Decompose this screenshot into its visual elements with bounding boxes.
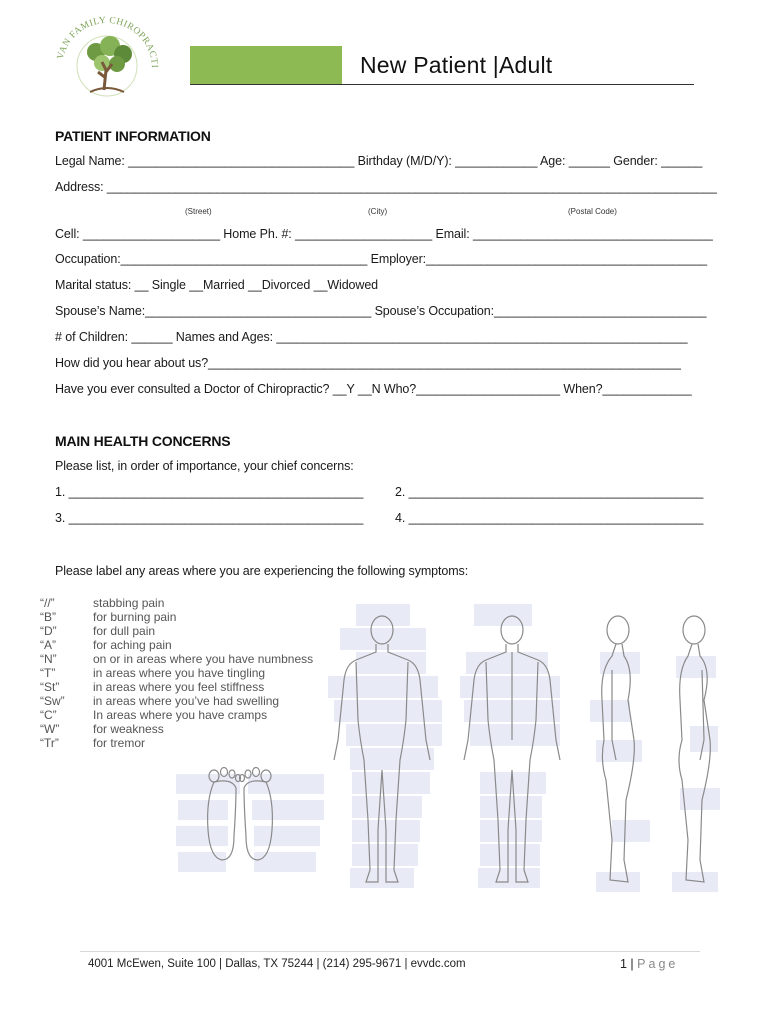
legend-desc: stabbing pain: [93, 596, 165, 610]
legend-code: “D”: [40, 624, 57, 638]
page-word: Page: [637, 957, 679, 971]
concern-4-field[interactable]: 4. ___________________________________________: [395, 511, 704, 525]
legend-code: “W”: [40, 722, 60, 736]
legend-desc: in areas where you feel stiffness: [93, 680, 265, 694]
address-sub-postal: (Postal Code): [568, 207, 617, 216]
field-marital-status-line[interactable]: Marital status: __ Single __Married __Divorced __Widowed: [55, 278, 379, 292]
legend-code: “A”: [40, 638, 56, 652]
body-label-fields[interactable]: [176, 604, 720, 892]
page-number: 1: [620, 957, 627, 971]
field-legal-name-line[interactable]: Legal Name: _________________________________ Birthday (M/D/Y): ____________ Age: ______ Gender: ______: [55, 154, 703, 168]
section-main-health-concerns: MAIN HEALTH CONCERNS: [55, 433, 231, 449]
field-children-line[interactable]: # of Children: ______ Names and Ages: ____________________________________________________________: [55, 330, 688, 344]
section-patient-information: PATIENT INFORMATION: [55, 128, 211, 144]
legend-desc: In areas where you have cramps: [93, 708, 268, 722]
concerns-instruction: Please list, in order of importance, your chief concerns:: [55, 459, 354, 473]
page-separator: |: [626, 957, 638, 971]
legend-code: “T”: [40, 666, 56, 680]
legend-desc: for aching pain: [93, 638, 172, 652]
concern-3-field[interactable]: 3. ___________________________________________: [55, 511, 364, 525]
field-referral-line[interactable]: How did you hear about us?_____________________________________________________________________: [55, 356, 681, 370]
field-chiropractic-line[interactable]: Have you ever consulted a Doctor of Chiropractic? __Y __N Who?_____________________ When?_____________: [55, 382, 692, 396]
field-address-line[interactable]: Address: _________________________________________________________________________________________: [55, 180, 717, 194]
legend-desc: on or in areas where you have numbness: [93, 652, 314, 666]
concern-2-field[interactable]: 2. ___________________________________________: [395, 485, 704, 499]
field-occupation-line[interactable]: Occupation:____________________________________ Employer:_________________________________________: [55, 252, 707, 266]
legend-code: “Sw”: [40, 694, 65, 708]
legend-desc: for weakness: [93, 722, 164, 736]
field-spouse-line[interactable]: Spouse’s Name:_________________________________ Spouse’s Occupation:_______________________________: [55, 304, 707, 318]
legend-code: “//”: [40, 596, 55, 610]
footer-address: 4001 McEwen, Suite 100 | Dallas, TX 75244 | (214) 295-9671 | evvdc.com: [88, 958, 466, 970]
legend-code: “C”: [40, 708, 57, 722]
logo-text: VAN FAMILY CHIROPRACTI: [55, 15, 160, 69]
legend-desc: for tremor: [93, 736, 146, 750]
address-sub-city: (City): [368, 207, 388, 216]
legend-code: “St”: [40, 680, 60, 694]
field-phone-email-line[interactable]: Cell: ____________________ Home Ph. #: ____________________ Email: ___________________________________: [55, 227, 713, 241]
legend-desc: for dull pain: [93, 624, 156, 638]
address-sub-street: (Street): [185, 207, 212, 216]
page-indicator: [620, 957, 678, 971]
page-title: New Patient |Adult: [360, 52, 553, 78]
legend-code: “B”: [40, 610, 56, 624]
concern-1-field[interactable]: 1. ___________________________________________: [55, 485, 364, 499]
legend-desc: in areas where you’ve had swelling: [93, 694, 280, 708]
symptoms-prompt: Please label any areas where you are experiencing the following symptoms:: [55, 564, 469, 578]
legend-code: “N”: [40, 652, 57, 666]
legend-desc: for burning pain: [93, 610, 177, 624]
footer-divider: [80, 951, 700, 952]
legend-code: “Tr”: [40, 736, 59, 750]
legend-desc: in areas where you have tingling: [93, 666, 266, 680]
